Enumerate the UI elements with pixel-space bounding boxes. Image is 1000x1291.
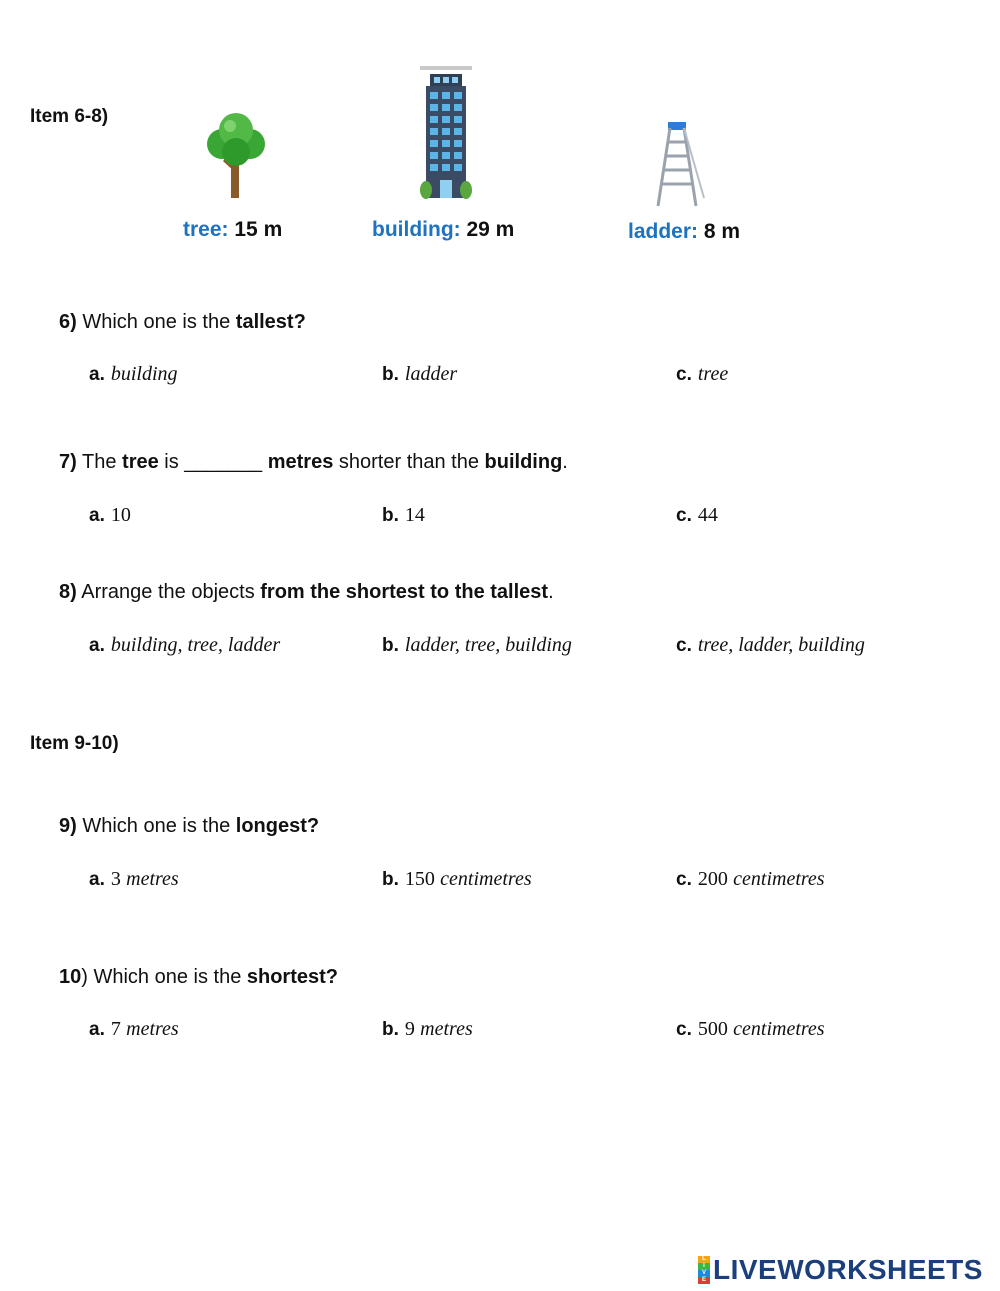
q6-option-c[interactable]: c. tree bbox=[676, 363, 729, 385]
section-title-9-10: Item 9-10) bbox=[30, 733, 119, 754]
logo-mark-letter: E bbox=[698, 1277, 710, 1284]
q8-option-c[interactable]: c. tree, ladder, building bbox=[676, 634, 865, 656]
section-title-6-8: Item 6-8) bbox=[30, 106, 109, 127]
ladder-icon bbox=[650, 120, 710, 210]
liveworksheets-logo bbox=[698, 1254, 983, 1286]
question-7: 7) The tree is _______ metres shorter than the building. bbox=[59, 451, 568, 473]
q8-option-b[interactable]: b. ladder, tree, building bbox=[382, 634, 572, 656]
question-8: 8) Arrange the objects from the shortest to the tallest. bbox=[59, 581, 554, 603]
logo-mark-letter: L bbox=[698, 1256, 710, 1263]
tree-icon bbox=[200, 110, 272, 202]
building-icon bbox=[418, 66, 474, 202]
q6-option-a[interactable]: a. building bbox=[89, 363, 178, 385]
question-6: 6) Which one is the tallest? bbox=[59, 311, 306, 333]
q8-option-a[interactable]: a. building, tree, ladder bbox=[89, 634, 281, 656]
logo-mark-letter: V bbox=[698, 1270, 710, 1277]
q6-option-b[interactable]: b. ladder bbox=[382, 363, 458, 385]
caption-building: building: 29 m bbox=[372, 218, 515, 241]
q7-option-a[interactable]: a. 10 bbox=[89, 504, 131, 526]
logo-mark-icon bbox=[698, 1256, 710, 1284]
caption-ladder: ladder: 8 m bbox=[628, 220, 741, 243]
q7-option-c[interactable]: c. 44 bbox=[676, 504, 718, 526]
q7-option-b[interactable]: b. 14 bbox=[382, 504, 425, 526]
q10-option-b[interactable]: b. 9 metres bbox=[382, 1018, 473, 1040]
logo-mark-letter: I bbox=[698, 1263, 710, 1270]
logo-text: LIVEWORKSHEETS bbox=[713, 1254, 983, 1285]
q10-option-a[interactable]: a. 7 metres bbox=[89, 1018, 179, 1040]
question-9: 9) Which one is the longest? bbox=[59, 815, 320, 837]
caption-tree: tree: 15 m bbox=[183, 218, 283, 241]
question-10: 10) Which one is the shortest? bbox=[59, 966, 338, 988]
q9-option-a[interactable]: a. 3 metres bbox=[89, 868, 179, 890]
q9-option-b[interactable]: b. 150 centimetres bbox=[382, 868, 532, 890]
q9-option-c[interactable]: c. 200 centimetres bbox=[676, 868, 825, 890]
q10-option-c[interactable]: c. 500 centimetres bbox=[676, 1018, 825, 1040]
